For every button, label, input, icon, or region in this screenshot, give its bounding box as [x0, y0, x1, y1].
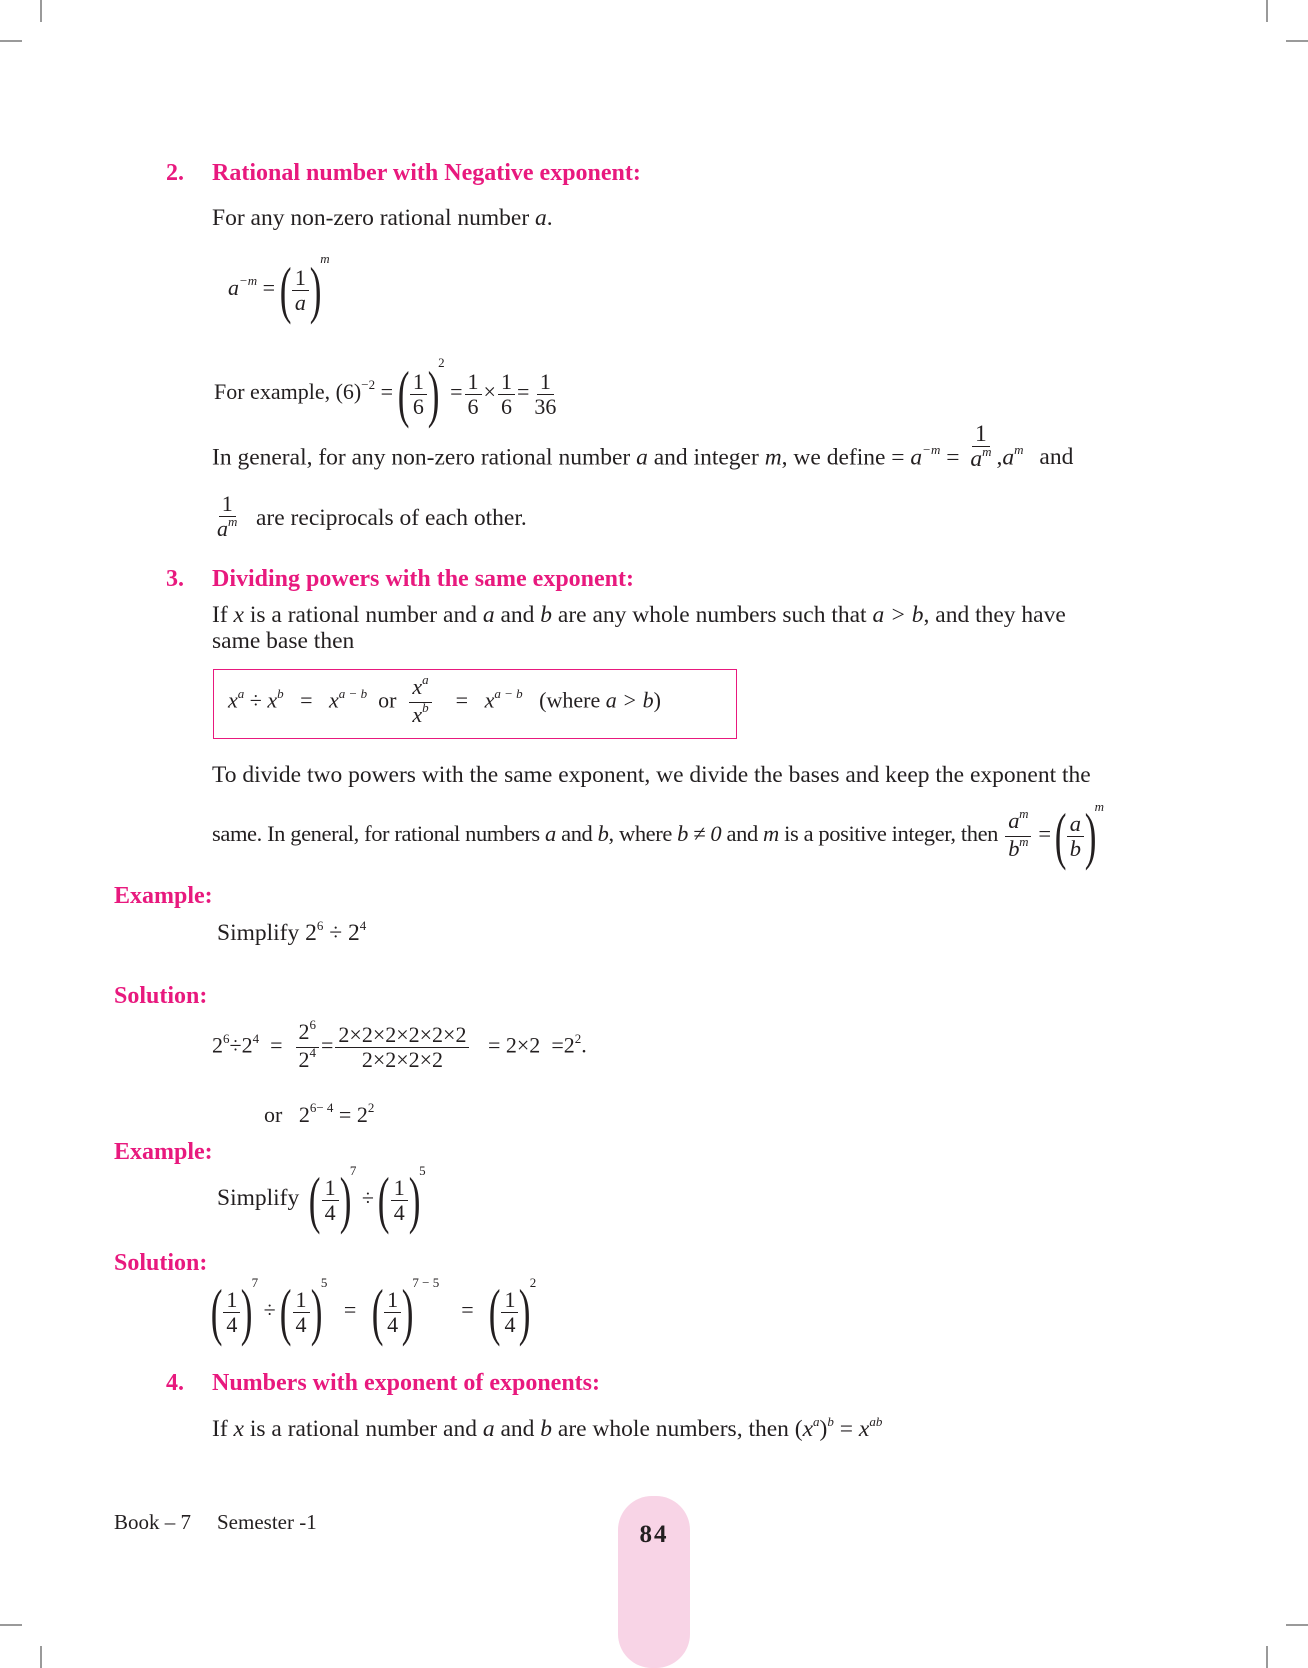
division-formula: $x^a \div x^b$ = $x^{a - b}$ or $\frac{x^a}{x^b}$ = $x^{a - b}$ (where a > b)	[228, 672, 661, 727]
section-title: Rational number with Negative exponent:	[212, 160, 641, 186]
general-definition-line1: In general, for any non-zero rational number a and integer m, we define = $a^{-m}$ = $\frac{1}{a^m}$ $,a^m$ and	[212, 421, 1074, 472]
division-rule-line1: If x is a rational number and a and b are any whole numbers such that a > b, and they have	[212, 602, 1066, 628]
section-number: 4.	[166, 1370, 184, 1396]
power-rule-text: If x is a rational number and a and b are whole numbers, then $(x^a)^b = x^{ab}$	[212, 1414, 883, 1442]
solution-label: Solution:	[114, 983, 208, 1009]
page-number: 84	[639, 1521, 669, 1548]
section-number: 3.	[166, 566, 184, 592]
crop-mark	[0, 40, 22, 42]
footer-book: Book – 7	[114, 1510, 192, 1534]
example-text: Simplify ( $\frac{1}{4}$ )$^7$ ÷ ( $\frac{1}{4}$ )$^5$	[217, 1163, 426, 1235]
negative-exponent-example: For example, $(6)^{-2}$ = ( $\frac{1}{6}$ )$^2$ = $\frac{1}{6}$ × $\frac{1}{6}$ = $\frac{1}{36}$	[214, 355, 557, 429]
intro-text: For any non-zero rational number a.	[212, 205, 553, 231]
crop-mark	[1286, 40, 1308, 42]
divide-text-line2: same. In general, for rational numbers a and b, where b ≠ 0 and m is a positive integer, then $\frac{a^m}{b^m}$ = ( $\frac{a}{b}$ )$^m$	[212, 799, 1104, 871]
crop-mark	[1266, 1646, 1268, 1668]
solution-label: Solution:	[114, 1250, 208, 1276]
division-rule-line2: same base then	[212, 628, 355, 654]
general-definition-line2: are reciprocals of each other.	[256, 505, 527, 531]
section-number: 2.	[166, 160, 184, 186]
solution-alternative: or $2^{6- 4} = 2^2$	[264, 1100, 375, 1127]
reciprocal-fraction: $\frac{1}{a^m}$	[217, 491, 238, 541]
crop-mark	[1266, 0, 1268, 22]
footer-semester: Semester -1	[217, 1510, 317, 1534]
example-label: Example:	[114, 883, 213, 909]
negative-exponent-definition: $a^{-m}$ = ( $\frac{1}{a}$ )$^m$	[228, 251, 330, 325]
section-title: Dividing powers with the same exponent:	[212, 566, 635, 592]
solution-equation: $2^6\div 2^4$ = $\frac{2^6}{2^4}$ = $\frac{2\times 2\times 2\times 2\times 2\times 2}{2\times 2\times 2\times 2}$ = $2\times 2 =2^2$.	[212, 1017, 587, 1072]
crop-mark	[0, 1624, 22, 1626]
example-text: Simplify $2^6 \div 2^4$	[217, 918, 367, 946]
solution-equation: ( $\frac{1}{4}$ )$^7$ ÷ ( $\frac{1}{4}$ )$^5$ = ( $\frac{1}{4}$ )$^{7 - 5}$ = ( $\frac{1}{4}$ )$^2$	[210, 1275, 537, 1347]
section-title: Numbers with exponent of exponents:	[212, 1370, 601, 1396]
crop-mark	[1286, 1624, 1308, 1626]
crop-mark	[40, 0, 42, 22]
example-label: Example:	[114, 1139, 213, 1165]
crop-mark	[40, 1646, 42, 1668]
divide-text-line1: To divide two powers with the same exponent, we divide the bases and keep the exponent the	[212, 762, 1091, 788]
